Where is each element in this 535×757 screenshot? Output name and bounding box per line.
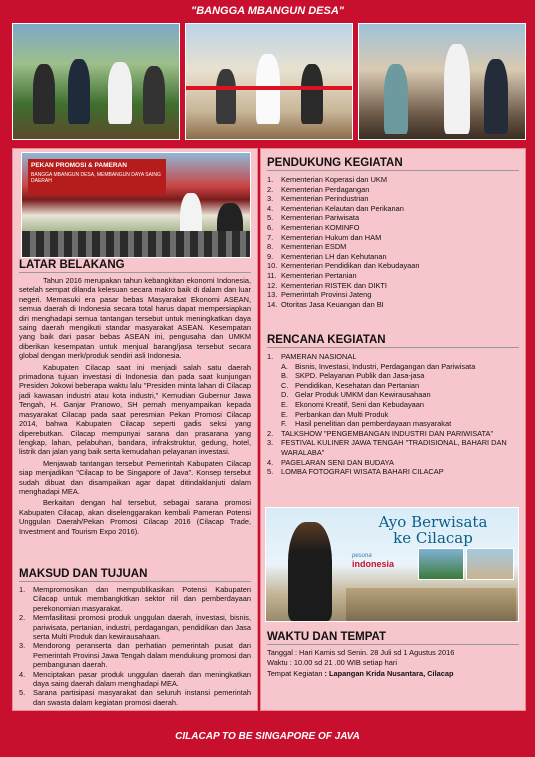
- waktu-time-row: [267, 658, 519, 668]
- item-number: D.: [281, 390, 289, 400]
- list-item: [267, 233, 519, 243]
- date-label: Tanggal: [267, 648, 293, 657]
- item-text: Kementerian Perdagangan: [281, 184, 370, 194]
- event-banner-text: PEKAN PROMOSI & PAMERAN: [31, 162, 127, 169]
- item-number: B.: [281, 371, 288, 381]
- list-item: [267, 410, 519, 420]
- item-number: 14.: [267, 299, 278, 309]
- photo-exhibition: [358, 23, 526, 140]
- item-text: Kementerian Pendidikan dan Kebudayaan: [281, 261, 420, 271]
- maksud-title: MAKSUD DAN TUJUAN: [19, 568, 148, 580]
- item-number: E.: [281, 399, 288, 409]
- list-item: [267, 223, 519, 233]
- item-text: Kementerian LH dan Kehutanan: [281, 251, 387, 261]
- item-text: Mendorong peranserta dan perhatian pemerintah pusat dan Pemerintah Provinsi Jawa Tengah dalam mendukung promosi dan pembangunan daerah.: [33, 641, 251, 670]
- item-text: Otoritas Jasa Keuangan dan BI: [281, 299, 384, 309]
- item-text: Mempromosikan dan mempublikasikan Potensi Kabupaten Cilacap untuk membangkitkan sektor riil dan pemberdayaan perekonomian masyarakat.: [33, 585, 251, 613]
- item-text: Perbankan dan Multi Produk: [295, 409, 389, 419]
- list-item: [19, 688, 251, 707]
- item-text: Pemerintah Provinsi Jateng: [281, 290, 372, 300]
- item-number: C.: [281, 380, 289, 390]
- item-number: 2.: [19, 613, 26, 623]
- item-text: TALKSHOW "PENGEMBANGAN INDUSTRI DAN PARIWISATA": [281, 428, 494, 438]
- list-item: [267, 252, 519, 262]
- list-item: [267, 438, 519, 457]
- item-text: Memfasilitasi promosi produk unggulan daerah, investasi, bisnis, pariwisata, pertanian, industri, perdagangan, pendidikan dan Jasa serta Multi Produk dan kewirausahaan.: [33, 613, 251, 642]
- latar-paragraph-4: Berkaitan dengan hal tersebut, sebagai sarana promosi Kabupaten Cilacap, akan diselenggarakan kembali Pameran Potensi Unggulan Daerah/Pekan Promosi Cilacap 2016 (Cilacap Trade, Investment and Tourism Expo 2016).: [19, 498, 251, 536]
- list-item: [267, 362, 519, 372]
- item-text: Kementerian KOMINFO: [281, 222, 360, 232]
- item-text: Kementerian Hukum dan HAM: [281, 232, 382, 242]
- list-item: [267, 281, 519, 291]
- list-item: [19, 670, 251, 689]
- banner-line-1: Ayo Berwisata: [378, 513, 488, 531]
- item-number: 3.: [267, 438, 274, 448]
- item-text: Kementerian RISTEK dan DIKTI: [281, 280, 387, 290]
- right-panel: [260, 148, 526, 711]
- time-label: Waktu: [267, 658, 288, 668]
- item-text: Kementerian Perindustrian: [281, 194, 369, 204]
- list-item: [267, 290, 519, 300]
- figure-in-costume: [288, 522, 332, 621]
- list-item: [19, 585, 251, 613]
- list-item: [267, 213, 519, 223]
- list-item: [267, 185, 519, 195]
- item-number: 10.: [267, 261, 278, 271]
- logo-pesona: pesona: [352, 553, 372, 559]
- item-number: 4.: [267, 457, 274, 467]
- pendukung-title: PENDUKUNG KEGIATAN: [267, 157, 403, 169]
- rencana-title: RENCANA KEGIATAN: [267, 334, 386, 346]
- list-item: [267, 271, 519, 281]
- list-item: [267, 400, 519, 410]
- item-number: 2.: [267, 184, 274, 194]
- list-item: [267, 242, 519, 252]
- item-number: A.: [281, 361, 288, 371]
- item-number: 13.: [267, 290, 278, 300]
- list-item: [267, 204, 519, 214]
- item-text: Kementerian ESDM: [281, 242, 347, 252]
- list-item: [267, 429, 519, 439]
- photo-ceremony: [185, 23, 353, 140]
- item-text: PAGELARAN SENI DAN BUDAYA: [281, 457, 394, 467]
- item-number: 12.: [267, 280, 278, 290]
- item-number: 1.: [267, 175, 274, 184]
- list-item: [267, 175, 519, 185]
- tourism-banner: [265, 507, 519, 622]
- item-text: Bisnis, Investasi, Industri, Perdagangan dan Pariwisata: [295, 361, 476, 371]
- item-number: 5.: [267, 467, 274, 477]
- latar-title: LATAR BELAKANG: [19, 259, 125, 271]
- list-item: [267, 352, 519, 362]
- list-item: [267, 194, 519, 204]
- latar-paragraph-2: Kabupaten Cilacap saat ini menjadi salah satu daerah primadona tujuan investasi di Indonesia dan pada saat kunjungan Presiden Jokowi beberapa waktu lalu "Presiden minta lahan di Cilacap jadi kawasan industri atau kota industri," Kemudian Gubernur Jawa Tengah, H. Ganjar Pranowo, SH pernah menyampaikan kepada masyarakat Cilacap pada saat peresmian Pekan Promosi Cilacap 2014, bahwa Kabupaten Cilacap seperti gadis seksi yang diperebutkan. Cilacap mempunyai sarana dan prasarana yang lengkap, lahan, pelabuhan, bandara, infrakstruktur, gedung, hotel, listrik dan jalan yang baik serta kemudahan pelayanan investasi.: [19, 362, 251, 457]
- item-text: LOMBA FOTOGRAFI WISATA BAHARI CILACAP: [281, 467, 444, 477]
- item-number: 9.: [267, 251, 274, 261]
- waktu-title: WAKTU DAN TEMPAT: [267, 631, 387, 643]
- item-text: Ekonomi Kreatif, Seni dan Kebudayaan: [295, 399, 425, 409]
- waktu-date-row: [267, 648, 519, 658]
- logo-indonesia: indonesia: [352, 559, 395, 569]
- latar-paragraph-1: Tahun 2016 merupakan tahun kebangkitan ekonomi Indonesia, setelah sempat dilanda kelesuan secara makro baik di dalam dan luar negeri. Memasuki era pasar bebas Masyarakat Ekonomi ASEAN, semua daerah di Indonesia secara total harus dapat mempersiapkan diri menghadapi semua tantangan tersebut untuk meningkatkan daya saing daerah mengikuti standar masyarakat ASEAN. Kesempatan yang baik dari pasar bebas ASEAN ini, pengusaha dan UMKM diberikan kesempatan untuk menjual barang/jasa tersebut secara global dengan merk/produk sendiri asli Indonesia.: [19, 276, 251, 361]
- item-text: Kementerian Pariwisata: [281, 213, 360, 223]
- list-item: [267, 381, 519, 391]
- item-number: F.: [281, 419, 287, 429]
- item-text: Sarana partisipasi masyarakat dan seluruh instansi pemerintah dan swasta dalam kegiatan promosi daerah.: [33, 688, 251, 707]
- item-number: E.: [281, 409, 288, 419]
- time-value: : 10.00 sd 21 .00 WIB setiap hari: [289, 658, 397, 668]
- item-number: 3.: [267, 194, 274, 204]
- list-item: [267, 300, 519, 310]
- item-number: 7.: [267, 232, 274, 242]
- list-item: [19, 641, 251, 669]
- item-number: 2.: [267, 428, 274, 438]
- left-panel: [12, 148, 258, 711]
- item-number: 5.: [267, 213, 274, 223]
- latar-paragraph-3: Menjawab tantangan tersebut Pemerintah Kabupaten Cilacap siap menjadikan "Cilacap to be Singapore of Java". Konsep tersebut sudah dibuat dan disampaikan agar dapat ditindaklanjuti dalam menghadapi MEA.: [19, 458, 251, 496]
- item-number: 1.: [267, 352, 274, 361]
- waktu-place-row: [267, 669, 519, 679]
- list-item: [267, 390, 519, 400]
- place-label: Tempat Kegiatan: [267, 668, 323, 678]
- item-number: 4.: [267, 203, 274, 213]
- event-photo: [21, 152, 251, 258]
- item-number: 6.: [267, 222, 274, 232]
- rencana-list: [267, 352, 519, 477]
- item-number: 4.: [19, 669, 26, 679]
- item-number: 5.: [19, 688, 26, 698]
- item-number: 1.: [19, 585, 26, 594]
- banner-line-2: ke Cilacap: [393, 529, 473, 547]
- list-item: [267, 371, 519, 381]
- item-text: Hasil penelitian dan pemberdayaan masyarakat: [295, 419, 452, 429]
- place-value: : Lapangan Krida Nusantara, Cilacap: [324, 668, 454, 678]
- item-text: FESTIVAL KULINER JAWA TENGAH "TRADISIONAL, BAHARI DAN WARALABA": [281, 438, 507, 457]
- item-text: Pendidikan, Kesehatan dan Pertanian: [295, 380, 420, 390]
- item-text: Kementerian Pertanian: [281, 270, 357, 280]
- pendukung-list: [267, 175, 519, 309]
- footer-title: CILACAP TO BE SINGAPORE OF JAVA: [175, 731, 360, 742]
- item-number: 3.: [19, 641, 26, 651]
- header-title: "BANGGA MBANGUN DESA": [0, 0, 535, 22]
- photo-ribbon-cutting: [12, 23, 180, 140]
- date-value: : Hari Kamis sd Senin. 28 Juli sd 1 Agustus 2016: [294, 648, 455, 657]
- item-number: 8.: [267, 242, 274, 252]
- list-item: [267, 467, 519, 477]
- list-item: [267, 419, 519, 429]
- item-text: Menciptakan pasar produk unggulan daerah dan meningkatkan daya saing daerah dalam menghadapi MEA.: [33, 669, 251, 689]
- event-sub-text: BANGGA MBANGUN DESA, MEMBANGUN DAYA SAING DAERAH: [31, 172, 161, 184]
- list-item: [267, 458, 519, 468]
- item-text: Kementerian Koperasi dan UKM: [281, 175, 387, 184]
- item-text: Kementerian Kelautan dan Perikanan: [281, 203, 404, 213]
- item-text: Gelar Produk UMKM dan Kewirausahaan: [295, 390, 431, 400]
- item-text: SKPD. Pelayanan Publik dan Jasa-jasa: [295, 371, 425, 381]
- item-text: PAMERAN NASIONAL: [281, 352, 357, 361]
- item-number: 11.: [267, 270, 277, 280]
- maksud-list: [19, 585, 251, 707]
- list-item: [19, 613, 251, 641]
- list-item: [267, 261, 519, 271]
